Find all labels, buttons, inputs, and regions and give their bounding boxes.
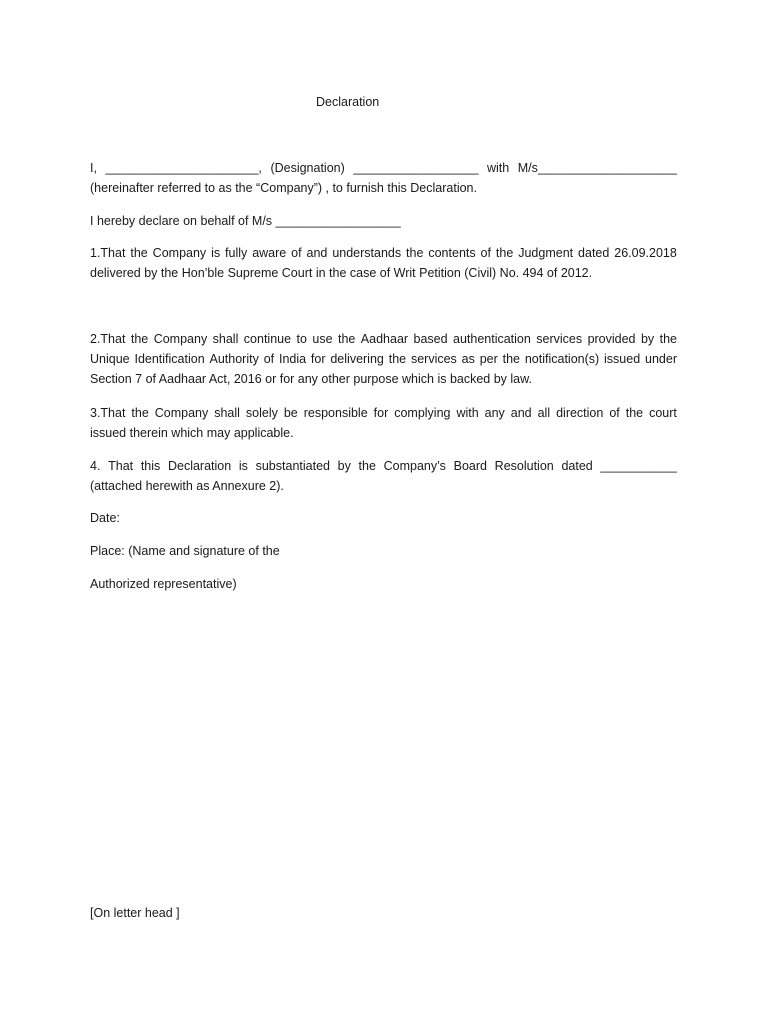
word: That <box>108 459 134 473</box>
letterhead-note <box>90 903 677 923</box>
word: Board <box>453 459 487 473</box>
clause-4-line-2: (attached herewith as Annexure 2). <box>90 479 284 493</box>
word: I, <box>90 161 97 175</box>
word: issued <box>604 352 641 366</box>
word: for <box>310 352 326 366</box>
word: based <box>413 332 448 346</box>
word: this <box>140 459 161 473</box>
word: for <box>373 406 389 420</box>
word: the <box>495 246 514 260</box>
word: services <box>410 352 457 366</box>
word: Judgment <box>518 246 574 260</box>
word: Declaration <box>167 459 232 473</box>
word: of <box>263 352 275 366</box>
word: the <box>337 332 356 346</box>
word: India <box>278 352 307 366</box>
word: Aadhaar <box>360 332 409 346</box>
word: the <box>130 332 149 346</box>
authorized-label: Authorized representative) <box>90 577 237 591</box>
word: ___________ <box>600 459 677 473</box>
word: Unique <box>90 352 130 366</box>
word: understands <box>332 246 402 260</box>
clause-1 <box>90 243 677 283</box>
name-blank: ______________________, <box>105 161 262 175</box>
declarant-line-2: (hereinafter referred to as the “Company”) , to furnish this Declaration. <box>90 181 477 195</box>
word: notification(s) <box>524 352 600 366</box>
word: all <box>537 406 551 420</box>
word: solely <box>245 406 278 420</box>
word: the <box>130 246 148 260</box>
clause-3-line-2: issued therein which may applicable. <box>90 426 294 440</box>
word: Authority <box>209 352 259 366</box>
word: the <box>388 352 407 366</box>
word: Resolution <box>494 459 554 473</box>
word: Company’s <box>383 459 446 473</box>
behalf-line: I hereby declare on behalf of M/s __________________ <box>90 214 401 228</box>
document-title: Declaration <box>316 95 380 109</box>
clause-3 <box>90 403 677 443</box>
word: as <box>461 352 475 366</box>
word: 4. <box>90 459 101 473</box>
word: the <box>502 352 520 366</box>
behalf-paragraph <box>90 211 677 231</box>
word: be <box>283 406 298 420</box>
word: 1.That <box>90 246 126 260</box>
clause-2 <box>90 329 677 389</box>
word: the <box>625 406 644 420</box>
word: is <box>211 246 221 260</box>
word: Company <box>152 246 207 260</box>
place-field <box>90 541 677 561</box>
place-label: Place: (Name and signature of the <box>90 544 280 558</box>
word: with <box>456 406 479 420</box>
word: dated <box>578 246 610 260</box>
word: under <box>645 352 677 366</box>
letterhead-label: [On letter head ] <box>90 906 180 920</box>
clause-4-line-1 <box>90 456 677 476</box>
clause-1-line-2: delivered by the Hon’ble Supreme Court in the case of Writ Petition (Civil) No. 494 of 2012. <box>90 266 593 280</box>
word: substantiated <box>255 459 330 473</box>
word: Company <box>154 406 209 420</box>
word: delivering <box>330 352 384 366</box>
designation-blank: __________________ <box>353 161 479 175</box>
clause-2-line-2 <box>90 349 677 369</box>
clause-3-line-1 <box>90 403 677 423</box>
date-label: Date: <box>90 511 120 525</box>
word: (Designation) <box>270 161 345 175</box>
word: shall <box>214 406 240 420</box>
word: shall <box>212 332 239 346</box>
word: of <box>291 246 302 260</box>
company-blank: M/s____________________ <box>517 161 677 175</box>
word: of <box>480 246 491 260</box>
word: authentication <box>453 332 531 346</box>
word: the <box>358 459 376 473</box>
word: the <box>659 332 677 346</box>
word: Identification <box>134 352 205 366</box>
declarant-line <box>90 158 677 178</box>
word: per <box>479 352 498 366</box>
word: 26.09.2018 <box>614 246 677 260</box>
word: services <box>536 332 583 346</box>
word: and <box>306 246 328 260</box>
word: contents <box>428 246 476 260</box>
word: use <box>312 332 333 346</box>
authorized-field <box>90 574 677 594</box>
word: is <box>238 459 248 473</box>
word: continue <box>243 332 292 346</box>
word: dated <box>561 459 593 473</box>
word: any <box>484 406 505 420</box>
clause-1-line-1 <box>90 243 677 263</box>
word: complying <box>394 406 451 420</box>
declarant-paragraph <box>90 158 677 198</box>
word: the <box>131 406 149 420</box>
word: Company <box>153 332 208 346</box>
word: and <box>510 406 532 420</box>
word: by <box>337 459 351 473</box>
clause-4 <box>90 456 677 496</box>
word: with <box>486 161 510 175</box>
date-field <box>90 508 677 528</box>
word: 2.That <box>90 332 126 346</box>
word: 3.That <box>90 406 126 420</box>
word: fully <box>225 246 248 260</box>
word: by <box>640 332 655 346</box>
word: aware <box>252 246 287 260</box>
word: direction <box>556 406 604 420</box>
word: court <box>649 406 677 420</box>
word: the <box>406 246 424 260</box>
word: responsible <box>303 406 368 420</box>
clause-2-line-1 <box>90 329 677 349</box>
word: provided <box>587 332 636 346</box>
word: of <box>609 406 620 420</box>
word: to <box>296 332 307 346</box>
clause-2-line-3: Section 7 of Aadhaar Act, 2016 or for any other purpose which is backed by law. <box>90 372 532 386</box>
